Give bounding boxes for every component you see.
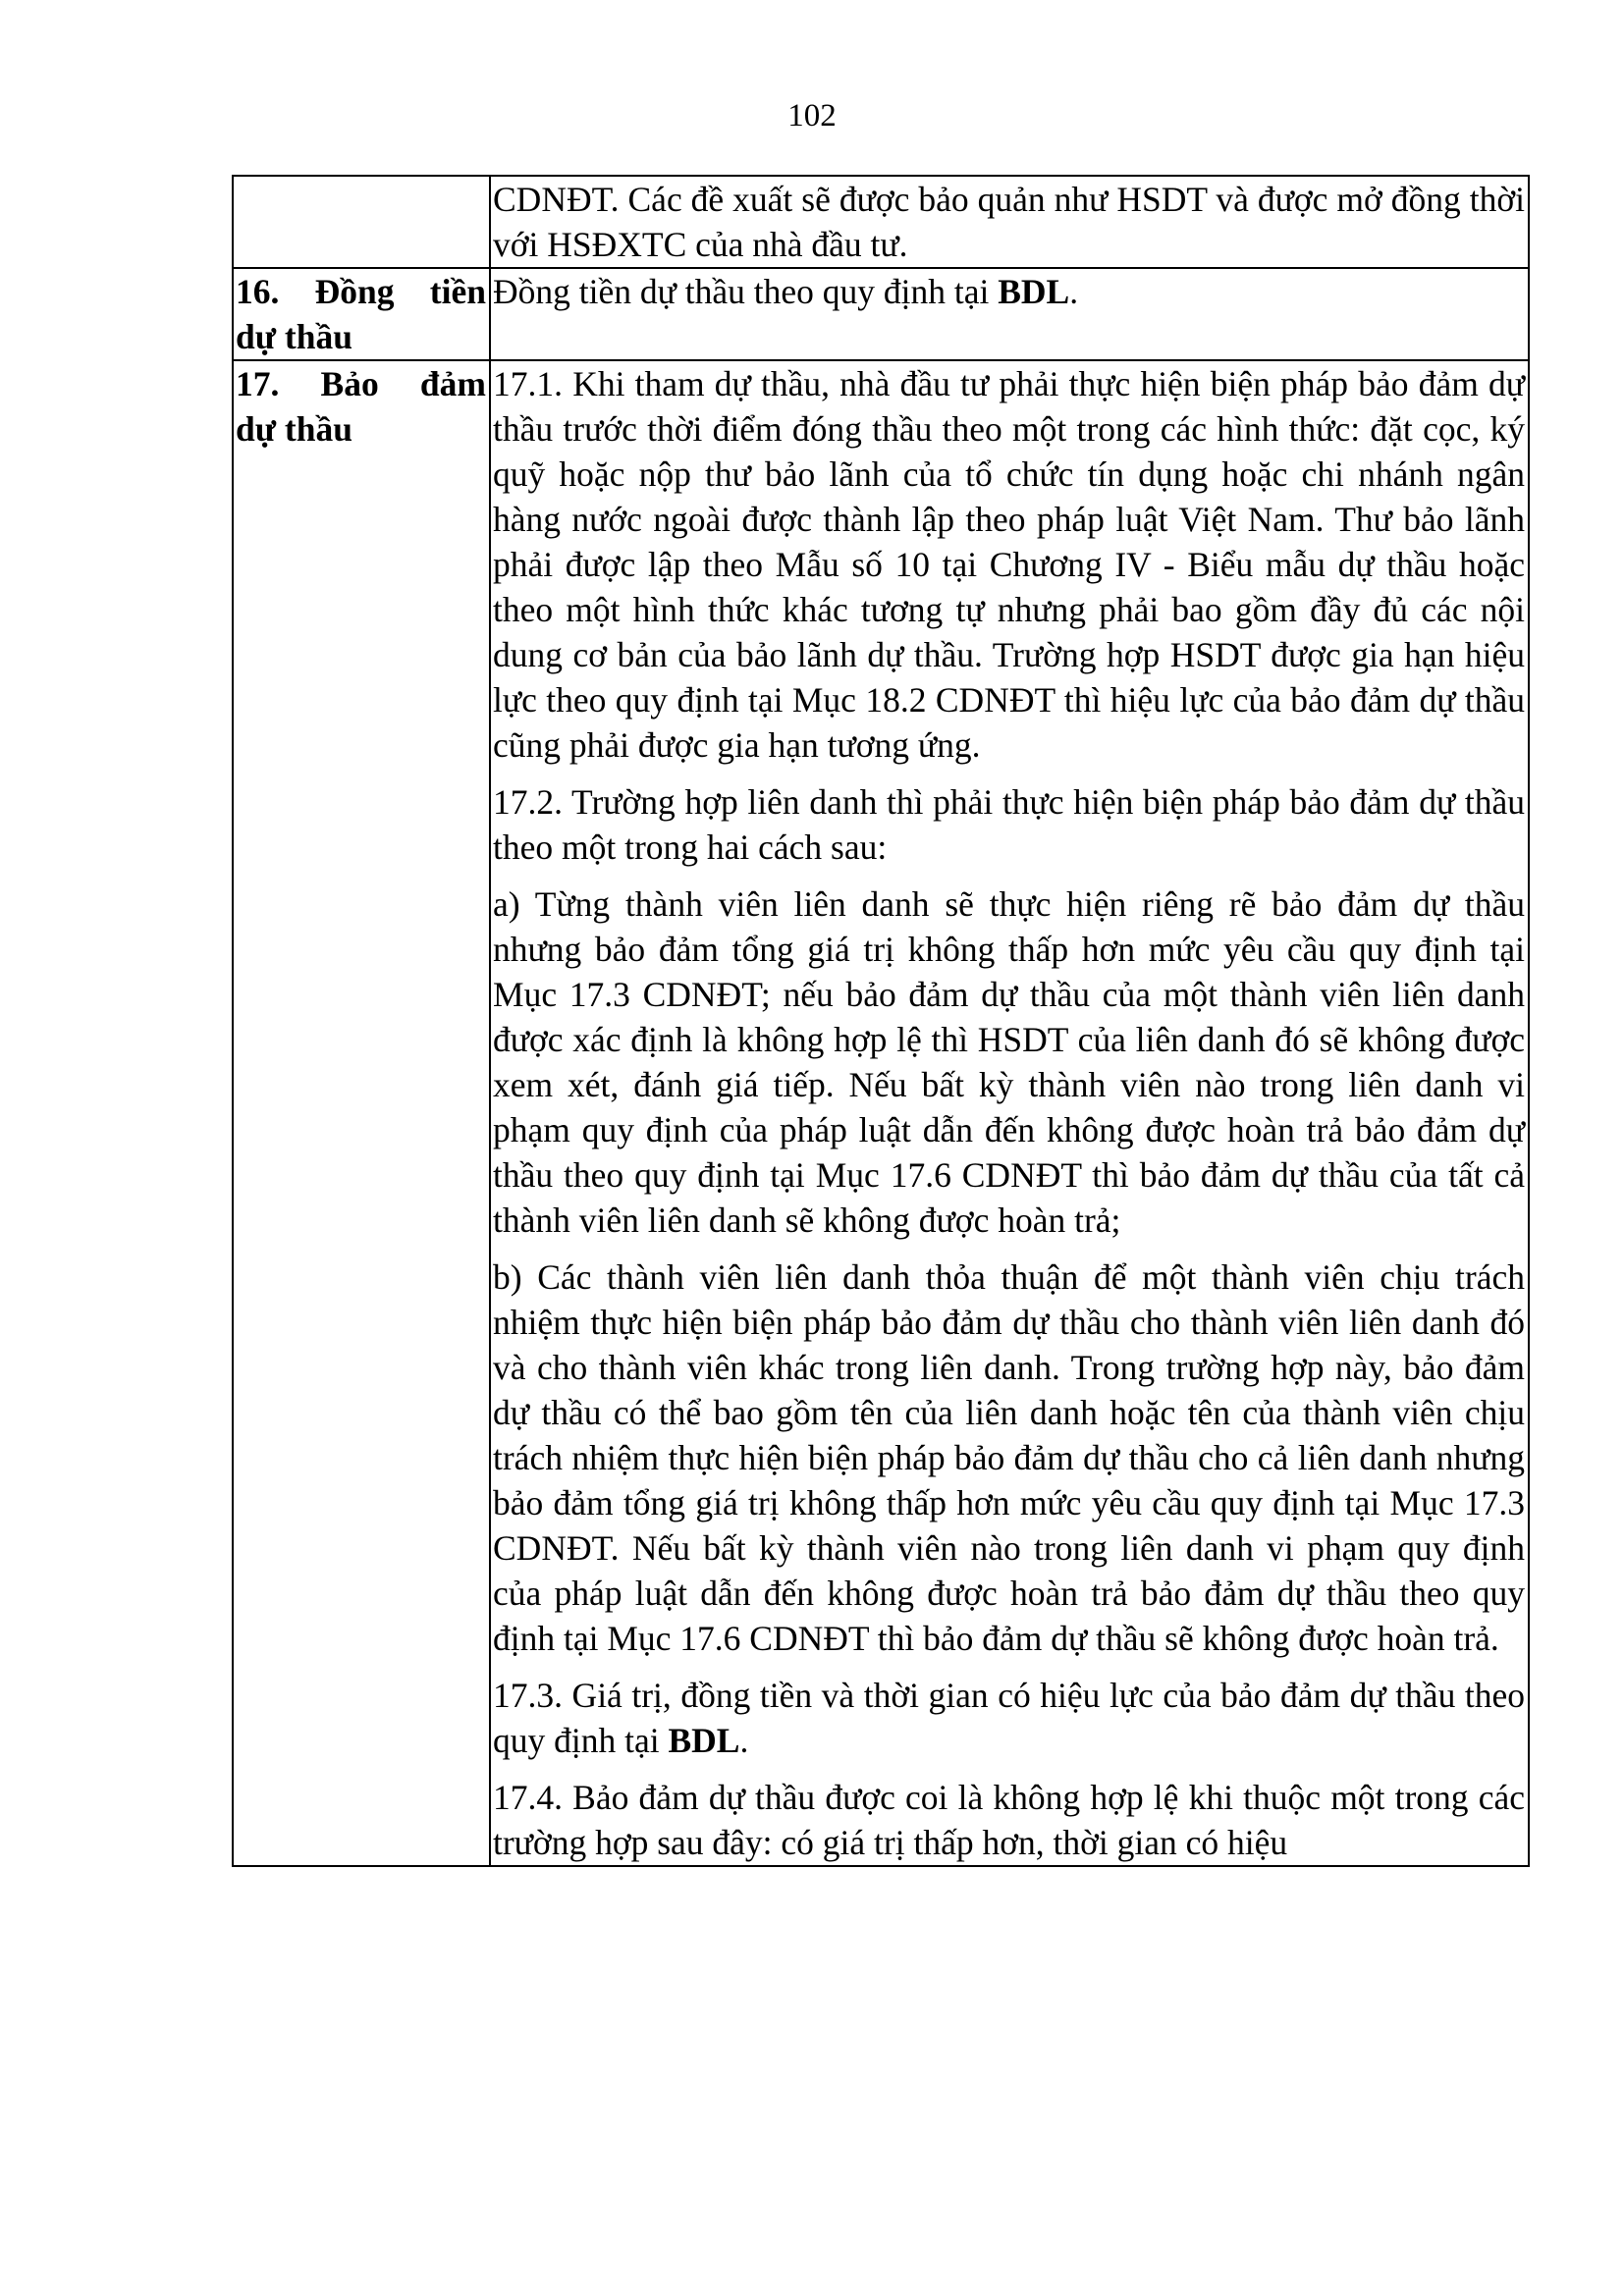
section-heading-cell — [233, 268, 490, 360]
paragraph-17-2-b: b) Các thành viên liên danh thỏa thuận để một thành viên chịu trách nhiệm thực hiện biện pháp bảo đảm dự thầu cho thành viên liên danh đó và cho thành viên khác trong liên danh. Trong trường hợp này, bảo đảm dự thầu có thể bao gồm tên của liên danh hoặc tên của thành viên chịu trách nhiệm thực hiện biện pháp bảo đảm dự thầu cho cả liên danh nhưng bảo đảm tổng giá trị không thấp hơn mức yêu cầu quy định tại Mục 17.3 CDNĐT. Nếu bất kỳ thành viên nào trong liên danh vi phạm quy định của pháp luật dẫn đến không được hoàn trả bảo đảm dự thầu theo quy định tại Mục 17.6 CDNĐT thì bảo đảm dự thầu sẽ không được hoàn trả. — [493, 1257, 1525, 1658]
paragraph-17-3 — [493, 1673, 1525, 1763]
instructions-table — [232, 175, 1530, 1867]
paragraph-text: 17.3. Giá trị, đồng tiền và thời gian có hiệu lực của bảo đảm dự thầu theo quy định tại — [493, 1676, 1525, 1760]
paragraph — [493, 269, 1525, 314]
paragraph-text: . — [739, 1721, 749, 1760]
paragraph-text: . — [1069, 272, 1079, 311]
section-heading-line: dự thầu — [236, 317, 352, 356]
section-number: 16. — [236, 272, 280, 311]
page-number: 102 — [787, 98, 837, 133]
table-row — [233, 176, 1529, 268]
paragraph-17-2: 17.2. Trường hợp liên danh thì phải thực hiện biện pháp bảo đảm dự thầu theo một trong hai cách sau: — [493, 782, 1525, 867]
section-heading-word: tiền — [429, 272, 486, 311]
table-row — [233, 268, 1529, 360]
paragraph-17-2-a: a) Từng thành viên liên danh sẽ thực hiện riêng rẽ bảo đảm dự thầu nhưng bảo đảm tổng giá trị không thấp hơn mức yêu cầu quy định tại Mục 17.3 CDNĐT; nếu bảo đảm dự thầu của một thành viên liên danh được xác định là không hợp lệ thì HSDT của liên danh đó sẽ không được xem xét, đánh giá tiếp. Nếu bất kỳ thành viên nào trong liên danh vi phạm quy định của pháp luật dẫn đến không được hoàn trả bảo đảm dự thầu theo quy định tại Mục 17.6 CDNĐT thì bảo đảm dự thầu của tất cả thành viên liên danh sẽ không được hoàn trả; — [493, 884, 1525, 1240]
section-number: 17. — [236, 364, 280, 403]
section-heading-word: Bảo — [320, 364, 379, 403]
section-heading-cell — [233, 360, 490, 1866]
section-heading-cell — [233, 176, 490, 268]
section-content-cell — [490, 268, 1529, 360]
paragraph: CDNĐT. Các đề xuất sẽ được bảo quản như HSDT và được mở đồng thời với HSĐXTC của nhà đầu tư. — [493, 180, 1525, 264]
section-heading-word: Đồng — [314, 272, 395, 311]
section-heading-line — [236, 361, 486, 406]
section-content-cell — [490, 360, 1529, 1866]
bdl-reference: BDL — [998, 272, 1070, 311]
paragraph-17-1: 17.1. Khi tham dự thầu, nhà đầu tư phải thực hiện biện pháp bảo đảm dự thầu trước thời điểm đóng thầu theo một trong các hình thức: đặt cọc, ký quỹ hoặc nộp thư bảo lãnh của tổ chức tín dụng hoặc chi nhánh ngân hàng nước ngoài được thành lập theo pháp luật Việt Nam. Thư bảo lãnh phải được lập theo Mẫu số 10 tại Chương IV - Biểu mẫu dự thầu hoặc theo một hình thức khác tương tự nhưng phải bao gồm đầy đủ các nội dung cơ bản của bảo lãnh dự thầu. Trường hợp HSDT được gia hạn hiệu lực theo quy định tại Mục 18.2 CDNĐT thì hiệu lực của bảo đảm dự thầu cũng phải được gia hạn tương ứng. — [493, 364, 1525, 765]
section-heading-line — [236, 269, 486, 314]
paragraph-17-4: 17.4. Bảo đảm dự thầu được coi là không hợp lệ khi thuộc một trong các trường hợp sau đây: có giá trị thấp hơn, thời gian có hiệu — [493, 1778, 1525, 1862]
section-content-cell — [490, 176, 1529, 268]
bdl-reference: BDL — [668, 1721, 740, 1760]
section-heading-line: dự thầu — [236, 409, 352, 449]
paragraph-text: Đồng tiền dự thầu theo quy định tại — [493, 272, 999, 311]
table-row — [233, 360, 1529, 1866]
section-heading-word: đảm — [419, 364, 486, 403]
